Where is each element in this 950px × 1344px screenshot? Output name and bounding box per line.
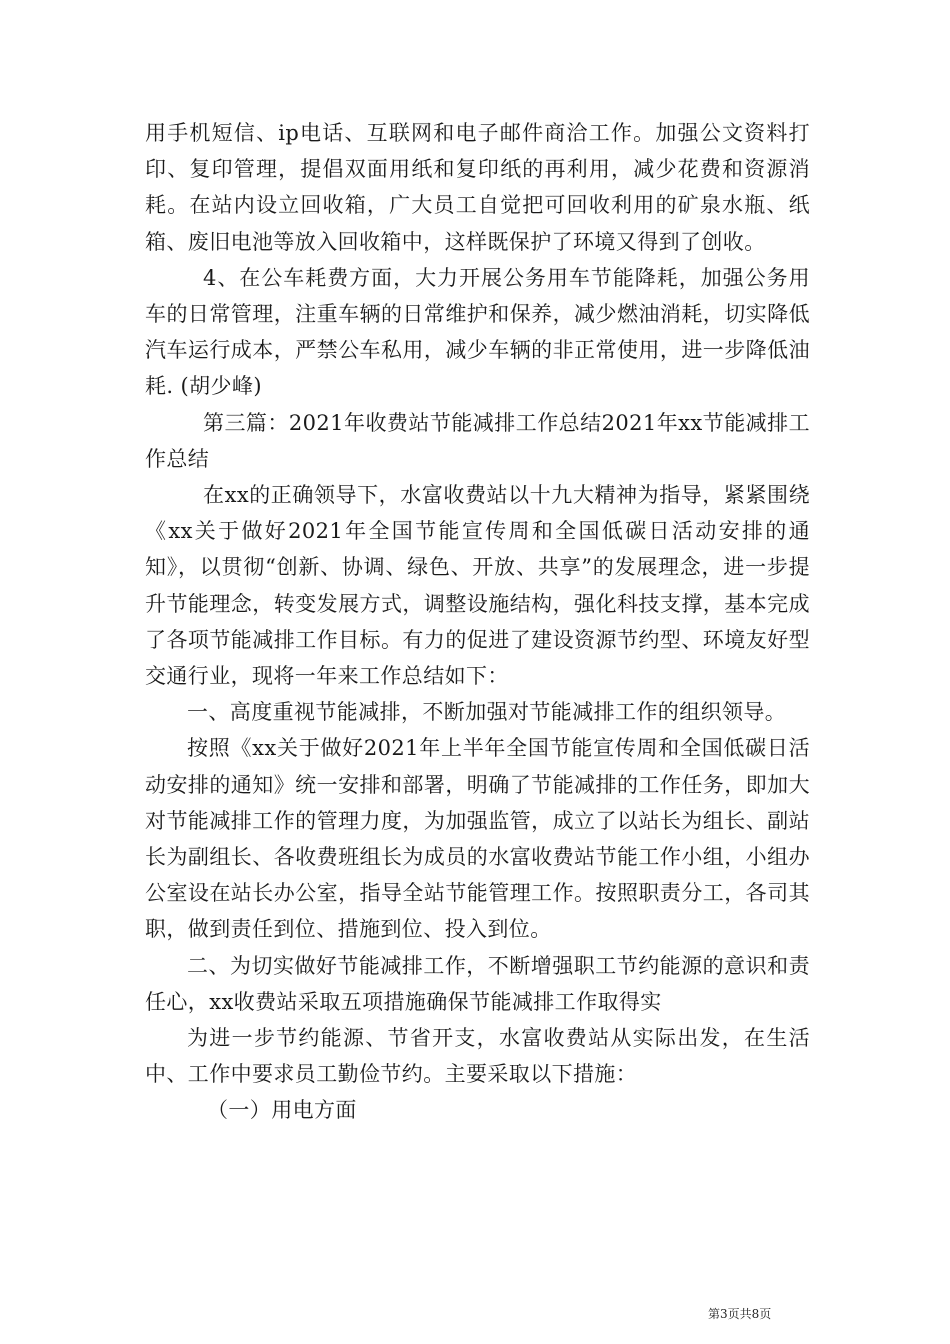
heading-item-one: 一、高度重视节能减排，不断加强对节能减排工作的组织领导。 — [187, 700, 787, 725]
subheading-electricity: （一）用电方面 — [207, 1098, 357, 1123]
paragraph-continuation: 用手机短信、ip电话、互联网和电子邮件商洽工作。加强公文资料打印、复印管理，提倡双面用纸和复印纸的再利用，减少花费和资源消耗。在站内设立回收箱，广大员工自觉把可回收利用的矿泉水瓶、纸箱、废旧电池等放入回收箱中，这样既保护了环境又得到了创收。 — [145, 121, 810, 254]
paragraph-organization: 按照《xx关于做好2021年上半年全国节能宣传周和全国低碳日活动安排的通知》统一安排和部署，明确了节能减排的工作任务，即加大对节能减排工作的管理力度，为加强监管，成立了以站长为组长、副站长为副组长、各收费班组长为成员的水富收费站节能工作小组，小组办公室设在站长办公室，指导全站节能管理工作。按照职责分工，各司其职，做到责任到位、措施到位、投入到位。 — [145, 736, 810, 942]
document-body — [145, 115, 810, 1129]
section-heading-part-three: 第三篇：2021年收费站节能减排工作总结2021年xx节能减排工作总结 — [145, 410, 810, 471]
paragraph-measures: 为进一步节约能源、节省开支，水富收费站从实际出发，在生活中、工作中要求员工勤俭节约。主要采取以下措施： — [145, 1026, 810, 1087]
page-number: 第3页共8页 — [708, 1307, 772, 1321]
heading-item-two: 二、为切实做好节能减排工作，不断增强职工节约能源的意识和责任心，xx收费站采取五项措施确保节能减排工作取得实 — [145, 953, 810, 1014]
paragraph-vehicle-costs: 4、在公车耗费方面，大力开展公务用车节能降耗，加强公务用车的日常管理，注重车辆的日常维护和保养，减少燃油消耗，切实降低汽车运行成本，严禁公车私用，减少车辆的非正常使用，进一步降低油耗. (胡少峰) — [145, 265, 810, 399]
paragraph-intro: 在xx的正确领导下，水富收费站以十九大精神为指导，紧紧围绕《xx关于做好2021年全国节能宣传周和全国低碳日活动安排的通知》，以贯彻“创新、协调、绿色、开放、共享”的发展理念，进一步提升节能理念，转变发展方式，调整设施结构，强化科技支撑，基本完成了各项节能减排工作目标。有力的促进了建设资源节约型、环境友好型交通行业，现将一年来工作总结如下： — [145, 483, 810, 689]
